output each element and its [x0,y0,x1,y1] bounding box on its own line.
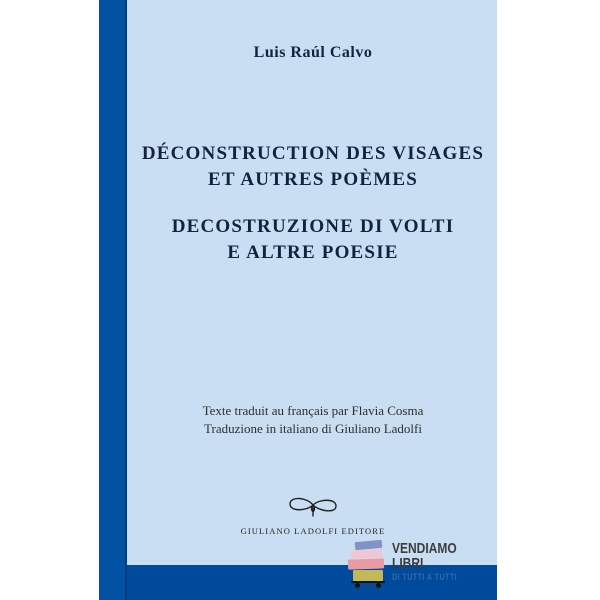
title-italian-line2: E ALTRE POESIE [227,242,399,263]
title-italian [129,214,497,266]
publisher-logo [129,495,497,536]
publisher-name: GIULIANO LADOLFI EDITORE [240,526,386,536]
translation-credits [129,402,497,438]
cover-content [129,0,497,600]
book-cart-wheel-right [376,583,381,588]
book-cart-wheel-left [355,583,360,588]
title-french [129,141,497,193]
book-cart-body [353,570,383,581]
badge-name-line2: LIBRI [392,555,424,572]
book-cart-book-third [348,558,384,569]
cover-spine-bar [99,0,127,600]
title-french-line2: ET AUTRES POÈMES [208,169,418,190]
title-french-line1: DÉCONSTRUCTION DES VISAGES [141,143,485,164]
credit-italian: Traduzione in italiano di Giuliano Ladolfi [204,421,422,436]
author-name: Luis Raúl Calvo [253,44,373,61]
badge-tagline: DI TUTTI A TUTTI [392,572,458,582]
credit-french: Texte traduit au français par Flavia Cosma [202,403,424,418]
title-italian-line1: DECOSTRUZIONE DI VOLTI [171,216,455,237]
badge-name-line1: VENDIAMO [392,540,457,557]
ladolfi-flourish-icon [281,495,345,521]
book-cover [99,0,497,600]
book-cart-book-second [351,549,382,558]
